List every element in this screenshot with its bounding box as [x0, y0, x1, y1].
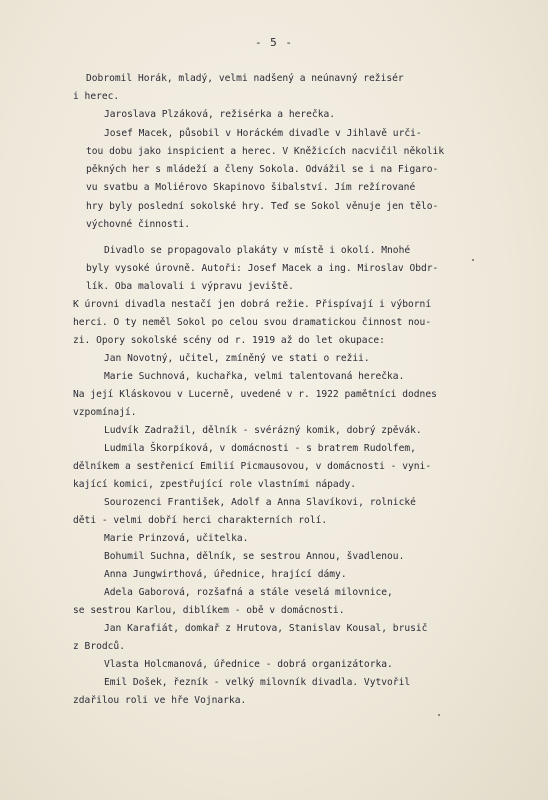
- text-line: zdařilou roli ve hře Vojnarka.: [73, 695, 247, 706]
- text-line: Marie Suchnová, kuchařka, velmi talentovaná herečka.: [104, 371, 405, 382]
- text-line: se sestrou Karlou, diblíkem - obě v domácnosti.: [73, 605, 345, 616]
- text-line: Ludmila Škorpíková, v domácnosti - s bratrem Rudolfem,: [104, 443, 416, 454]
- text-line: Divadlo se propagovalo plakáty v místě i okolí. Mnohé: [104, 245, 411, 256]
- paper-speck: [472, 259, 474, 261]
- text-line: Jan Karafiát, domkař z Hrutova, Stanislav Kousal, brusič: [104, 623, 428, 634]
- text-line: pěkných her s mládeží a členy Sokola. Odvážil se i na Figaro-: [86, 164, 439, 175]
- text-line: výchovné činnosti.: [86, 219, 190, 230]
- page-number: - 5 -: [254, 36, 294, 49]
- text-line: Marie Prinzová, učitelka.: [104, 533, 249, 544]
- text-line: vzpomínají.: [73, 407, 137, 418]
- text-line: z Brodců.: [73, 641, 125, 652]
- text-line: i herec.: [73, 91, 120, 102]
- text-line: Bohumil Suchna, dělník, se sestrou Annou, švadlenou.: [104, 551, 405, 562]
- text-line: vu svatbu a Moliérovo Skapinovo šibalství. Jím režírované: [86, 182, 416, 193]
- text-line: Anna Jungwirthová, úřednice, hrající dámy.: [104, 569, 347, 580]
- text-line: Josef Macek, působil v Horáckém divadle v Jihlavě urči-: [104, 128, 422, 139]
- text-line: Jaroslava Plzáková, režisérka a herečka.: [104, 109, 336, 120]
- text-line: Na její Kláskovou v Lucerně, uvedené v r. 1922 pamětníci dodnes: [73, 389, 437, 400]
- text-line: lík. Oba malovali i výpravu jeviště.: [86, 281, 294, 292]
- text-line: Emil Došek, řezník - velký milovník divadla. Vytvořil: [104, 677, 411, 688]
- text-line: Sourozenci František, Adolf a Anna Slavíkovi, rolnické: [104, 497, 416, 508]
- text-line: tou dobu jako inspicient a herec. V Kněžicích nacvičil několik: [86, 146, 445, 157]
- text-line: herci. O ty neměl Sokol po celou svou dramatickou činnost nou-: [73, 317, 432, 328]
- text-line: kající komici, zpestřující role vlastními nápady.: [73, 479, 357, 490]
- text-line: Vlasta Holcmanová, úřednice - dobrá organizátorka.: [104, 659, 393, 670]
- text-line: Adela Gaborová, rozšafná a stále veselá milovnice,: [104, 587, 393, 598]
- text-line: hry byly poslední sokolské hry. Teď se Sokol věnuje jen tělo-: [86, 201, 439, 212]
- text-line: Dobromil Horák, mladý, velmi nadšený a neúnavný režisér: [86, 73, 404, 84]
- text-line: K úrovni divadla nestačí jen dobrá režie. Přispívají i výborní: [73, 299, 432, 310]
- text-line: Jan Novotný, učitel, zmíněný ve stati o režii.: [104, 353, 370, 364]
- text-line: dělníkem a sestřenicí Emilií Picmausovou, v domácnosti - vyni-: [73, 461, 432, 472]
- paper-speck: [438, 714, 440, 716]
- text-line: byly vysoké úrovně. Autoři: Josef Macek a ing. Miroslav Obdr-: [86, 263, 439, 274]
- text-line: zi. Opory sokolské scény od r. 1919 až do let okupace:: [73, 335, 385, 346]
- text-line: Ludvík Zadražil, dělník - svérázný komik, dobrý zpěvák.: [104, 425, 422, 436]
- text-line: děti - velmi dobří herci charakterních rolí.: [73, 515, 328, 526]
